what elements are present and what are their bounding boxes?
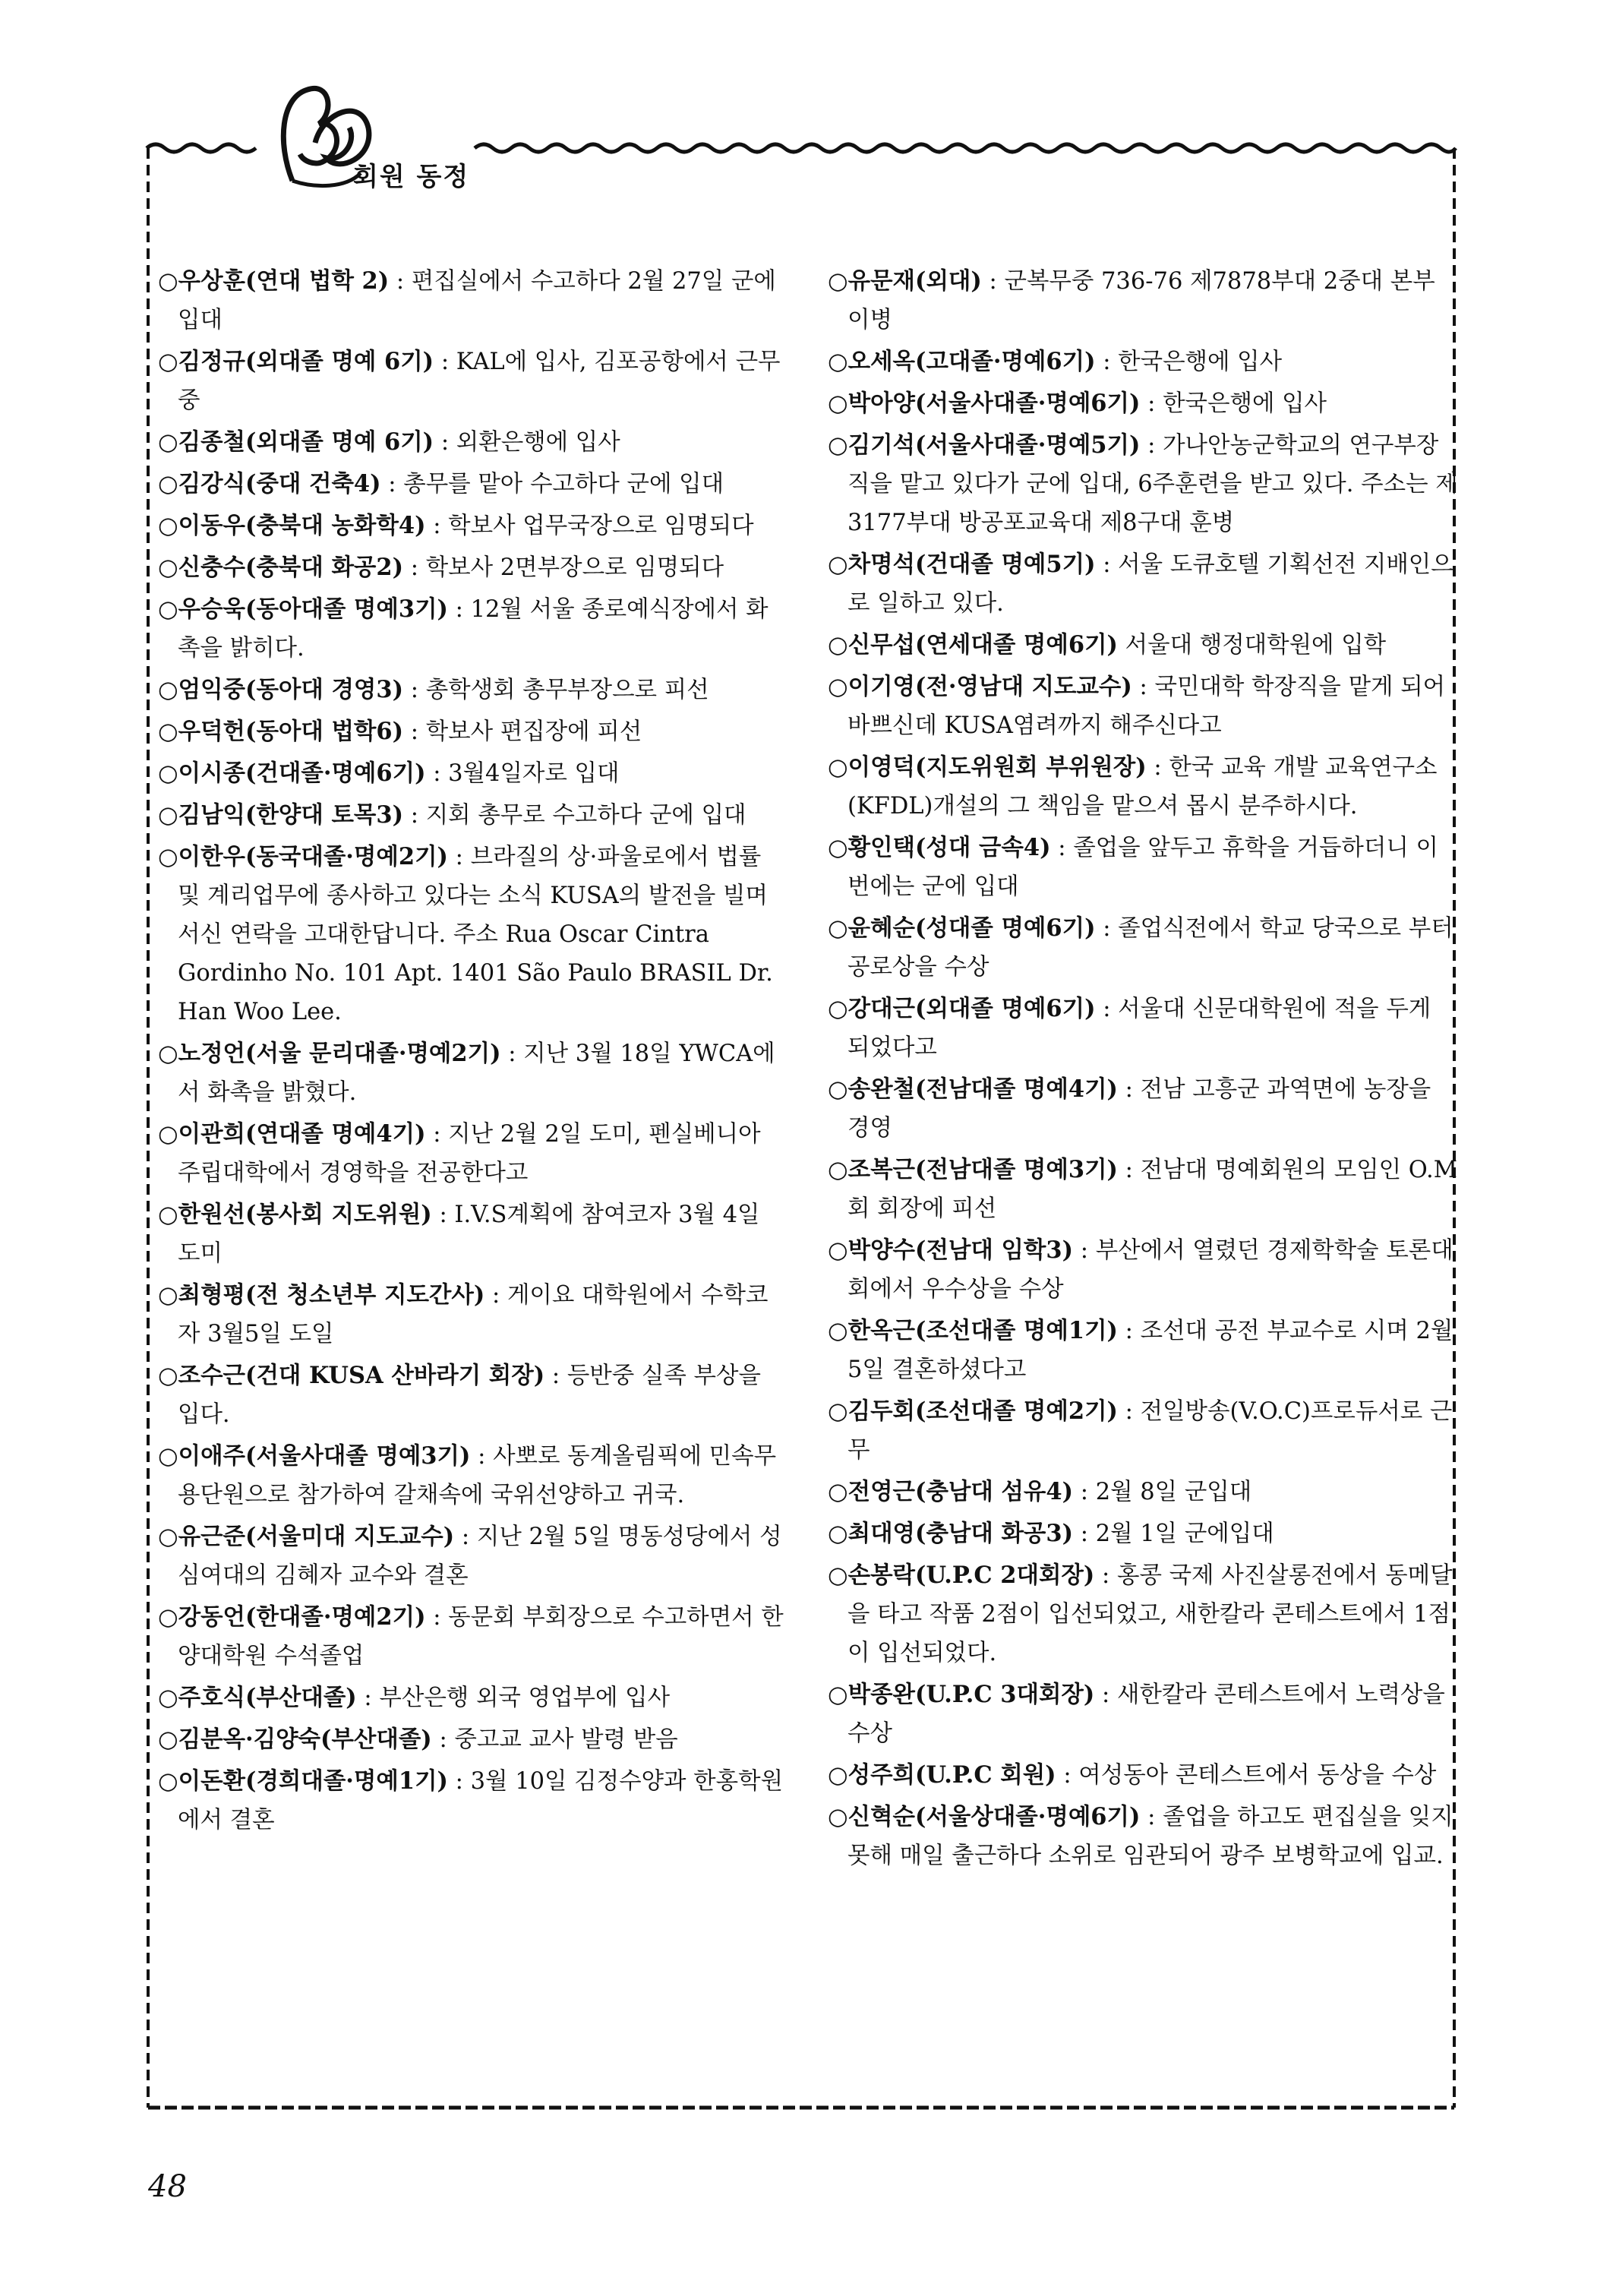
news-entry: ○이동우(충북대 농화학4) : 학보사 업무국장으로 임명되다 [158,512,754,539]
news-entry: ○조수근(건대 KUSA 산바라기 회장) : 등반중 실족 부상을 입다. [158,1362,761,1428]
news-entry: ○김정규(외대졸 명예 6기) : KAL에 입사, 김포공항에서 근무중 [158,348,781,414]
news-entry: ○박양수(전남대 임학3) : 부산에서 열렸던 경제학학술 토론대회에서 우수상을 수상 [828,1236,1453,1303]
news-entry: ○김두회(조선대졸 명예2기) : 전일방송(V.O.C)프로듀서로 근무 [828,1397,1453,1464]
news-entry: ○윤혜순(성대졸 명예6기) : 졸업식전에서 학교 당국으로 부터 공로상을 수상 [828,914,1453,981]
news-entry: ○엄익중(동아대 경영3) : 총학생회 총무부장으로 피선 [158,676,709,703]
news-entry: ○박종완(U.P.C 3대회장) : 새한칼라 콘테스트에서 노력상을 수상 [828,1681,1445,1747]
left-column [158,262,788,1843]
news-entry: ○신무섭(연세대졸 명예6기) 서울대 행정대학원에 입학 [828,631,1387,658]
news-entry: ○최대영(충남대 화공3) : 2월 1일 군에입대 [828,1520,1274,1547]
news-entry: ○차명석(건대졸 명예5기) : 서울 도큐호텔 기획선전 지배인으로 일하고 있다. [828,551,1453,617]
news-entry: ○이한우(동국대졸·명예2기) : 브라질의 상·파울로에서 법률 및 계리업무에 종사하고 있다는 소식 KUSA의 발전을 빌며 서신 연락을 고대한답니다. 주소 Rua Oscar Cintra Gordinho No. 101 Apt. 1401 São Paulo BRASIL Dr. Han Woo Lee. [158,843,773,1025]
news-entry: ○강대근(외대졸 명예6기) : 서울대 신문대학원에 적을 두게 되었다고 [828,995,1431,1061]
news-entry: ○황인택(성대 금속4) : 졸업을 앞두고 휴학을 거듭하더니 이번에는 군에 입대 [828,834,1438,900]
news-entry: ○오세옥(고대졸·명예6기) : 한국은행에 입사 [828,348,1283,375]
news-entry: ○이관희(연대졸 명예4기) : 지난 2월 2일 도미, 펜실베니아 주립대학에서 경영학을 전공한다고 [158,1120,761,1186]
news-entry: ○이시종(건대졸·명예6기) : 3월4일자로 입대 [158,760,620,787]
news-entry: ○김남익(한양대 토목3) : 지회 총무로 수고하다 군에 입대 [158,801,746,829]
news-entry: ○신혁순(서울상대졸·명예6기) : 졸업을 하고도 편집실을 잊지 못해 매일 출근하다 소위로 임관되어 광주 보병학교에 입교. [828,1803,1453,1869]
news-entry: ○손봉락(U.P.C 2대회장) : 홍콩 국제 사진살롱전에서 동메달을 타고 작품 2점이 입선되었고, 새한칼라 콘테스트에서 1점이 입선되었다. [828,1562,1453,1666]
news-entry: ○이영덕(지도위원회 부위원장) : 한국 교육 개발 교육연구소(KFDL)개설의 그 책임을 맡으셔 몹시 분주하시다. [828,753,1438,820]
news-entry: ○신충수(충북대 화공2) : 학보사 2면부장으로 임명되다 [158,554,724,581]
news-entry: ○김강식(중대 건축4) : 총무를 맡아 수고하다 군에 입대 [158,470,724,497]
news-entry: ○이애주(서울사대졸 명예3기) : 사뽀로 동계올림픽에 민속무용단원으로 참가하여 갈채속에 국위선양하고 귀국. [158,1442,777,1508]
section-title: 회원 동정 [353,162,470,192]
news-entry: ○전영근(충남대 섬유4) : 2월 8일 군입대 [828,1478,1252,1505]
news-entry: ○노정언(서울 문리대졸·명예2기) : 지난 3월 18일 YWCA에서 화촉을 밝혔다. [158,1040,775,1106]
news-entry: ○송완철(전남대졸 명예4기) : 전남 고흥군 과역면에 농장을 경영 [828,1075,1431,1142]
news-entry: ○우승욱(동아대졸 명예3기) : 12월 서울 종로예식장에서 화촉을 밝히다. [158,595,769,662]
news-entry: ○유근준(서울미대 지도교수) : 지난 2월 5일 명동성당에서 성심여대의 김혜자 교수와 결혼 [158,1523,782,1589]
news-entry: ○이기영(전·영남대 지도교수) : 국민대학 학장직을 맡게 되어 바쁘신데 KUSA염려까지 해주신다고 [828,673,1446,739]
news-entry: ○우덕헌(동아대 법학6) : 학보사 편집장에 피선 [158,718,642,745]
news-entry: ○박아양(서울사대졸·명예6기) : 한국은행에 입사 [828,390,1327,417]
news-entry: ○최형평(전 청소년부 지도간사) : 게이요 대학원에서 수학코자 3월5일 도일 [158,1281,769,1347]
news-entry: ○성주희(U.P.C 회원) : 여성동아 콘테스트에서 동상을 수상 [828,1761,1437,1789]
news-entry: ○한원선(봉사회 지도위원) : I.V.S계획에 참여코자 3월 4일 도미 [158,1201,760,1267]
news-entry: ○김분옥·김양숙(부산대졸) : 중고교 교사 발령 받음 [158,1726,678,1753]
page-number: 48 [148,2169,187,2204]
news-entry: ○이돈환(경희대졸·명예1기) : 3월 10일 김정수양과 한홍학원에서 결혼 [158,1767,784,1833]
news-entry: ○조복근(전남대졸 명예3기) : 전남대 명예회원의 모임인 O.M회 회장에 피선 [828,1156,1457,1222]
right-column [828,262,1458,1878]
news-entry: ○김기석(서울사대졸·명예5기) : 가나안농군학교의 연구부장직을 맡고 있다가 군에 입대, 6주훈련을 받고 있다. 주소는 제3177부대 방공포교육대 제8구대 훈병 [828,431,1458,536]
news-entry: ○유문재(외대) : 군복무중 736-76 제7878부대 2중대 본부 이병 [828,267,1435,333]
news-entry: ○한옥근(조선대졸 명예1기) : 조선대 공전 부교수로 시며 2월 5일 결혼하셨다고 [828,1317,1453,1383]
news-entry: ○김종철(외대졸 명예 6기) : 외환은행에 입사 [158,428,620,456]
news-entry: ○강동언(한대졸·명예2기) : 동문회 부회장으로 수고하면서 한양대학원 수석졸업 [158,1603,784,1669]
news-entry: ○우상훈(연대 법학 2) : 편집실에서 수고하다 2월 27일 군에 입대 [158,267,776,333]
news-entry: ○주호식(부산대졸) : 부산은행 외국 영업부에 입사 [158,1684,671,1711]
